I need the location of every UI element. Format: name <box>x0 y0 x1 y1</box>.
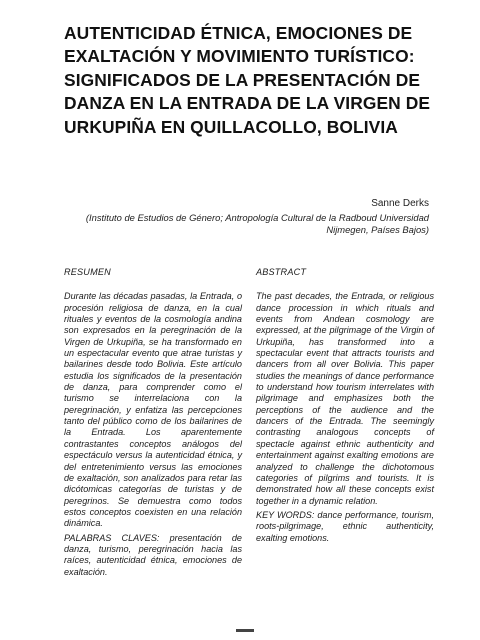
abstract-heading: ABSTRACT <box>256 267 307 277</box>
abstract-body: The past decades, the Entrada, or religious dance procession in which rituals and events from Andean cosmology are expressed, at the pilgrimage of the Virgin of Urkupiña, has transformed into a spectacular event that attracts tourists and dancers from all over Bolivia. This paper studies the meanings of dance performance to understand how tourism interrelates with pilgrimage and emphasizes both the perceptions of the audience and the dancers of the Entrada. The seemingly contrasting analogous concepts of spectacle against ethnic authenticity and entertainment against exalting emotions are analyzed to challenge the dichotomous categories of pilgrims and tourists. It is demonstrated how all these concepts exist together in a dynamic relation. <box>256 291 434 506</box>
resumen-column <box>64 267 242 578</box>
author-name: Sanne Derks <box>371 198 429 209</box>
article-title: AUTENTICIDAD ÉTNICA, EMOCIONES DE EXALTACIÓN Y MOVIMIENTO TURÍSTICO: SIGNIFICADOS DE LA PRESENTACIÓN DE DANZA EN LA ENTRADA DE LA VIRGEN DE URKUPIÑA EN QUILLACOLLO, BOLIVIA <box>64 23 431 137</box>
resumen-keywords: PALABRAS CLAVES: presentación de danza, turismo, peregrinación hacia las raíces, autenticidad étnica, emociones de exaltación. <box>64 532 242 577</box>
abstract-column <box>256 267 434 544</box>
author-affiliation: (Instituto de Estudios de Género; Antropología Cultural de la Radboud Universidad Nijmegen, Países Bajos) <box>85 212 429 236</box>
resumen-heading: RESUMEN <box>64 267 111 277</box>
abstract-keywords: KEY WORDS: dance performance, tourism, roots-pilgrimage, ethnic authenticity, exalting emotions. <box>256 509 434 543</box>
page-footer-mark <box>236 629 254 632</box>
resumen-body: Durante las décadas pasadas, la Entrada, o procesión religiosa de danza, en la cual rituales y eventos de la cosmología andina son expresados en la peregrinación de la Virgen de Urkupiña, se ha transformado en un espectacular evento que atrae turistas y bailarines desde todo Bolivia. Este artículo estudia los significados de la presentación de danza, para comprender como el turismo se interrelaciona con la peregrinación, y enfatiza las percepciones tanto del público como de los bailarines de la Entrada. Los aparentemente contrastantes conceptos análogos del espectáculo versus la autenticidad étnica, y del entretenimiento versus las emociones de exaltación, son analizados para retar las dicótomicas categorías de turistas y de peregrinos. Se demuestra como todos estos conceptos coexisten en una relación dinámica. <box>64 291 242 529</box>
